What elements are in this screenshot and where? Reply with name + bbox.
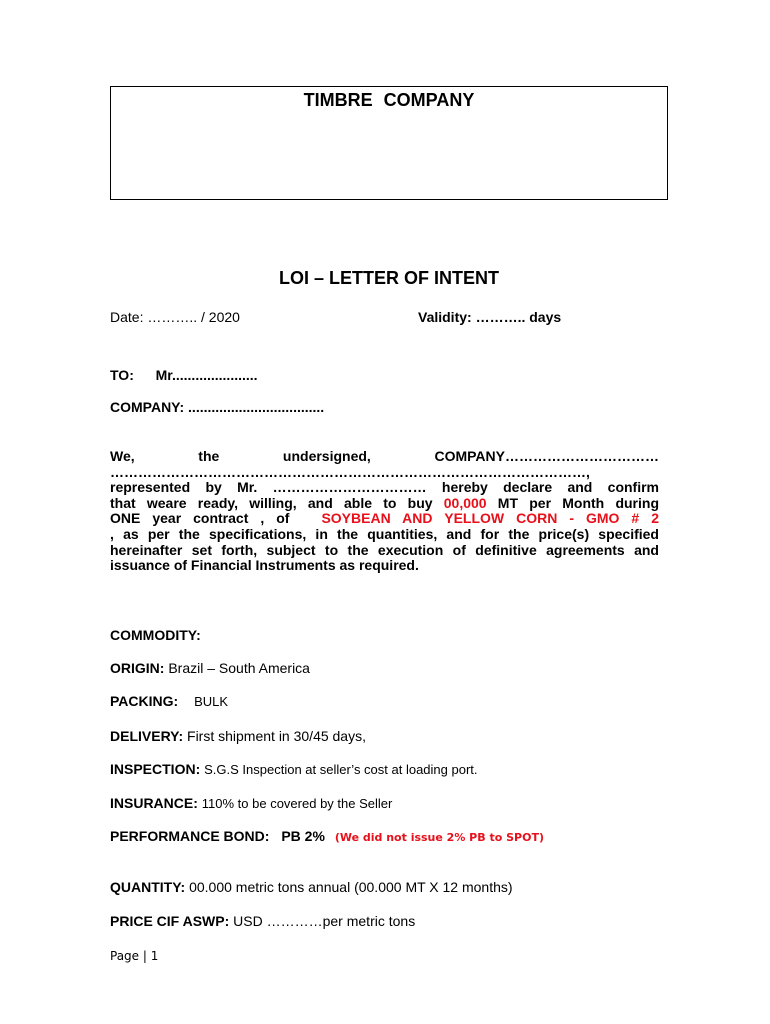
- paragraph-line-2: …………………………………………………………………………………………,: [110, 464, 590, 480]
- origin-line: [110, 660, 310, 676]
- page-footer: [110, 949, 158, 963]
- letterhead-box: [110, 86, 668, 200]
- price-label: PRICE CIF ASWP:: [110, 913, 230, 929]
- inspection-value: S.G.S Inspection at seller’s cost at loading port.: [204, 762, 478, 777]
- insurance-value: 110% to be covered by the Seller: [201, 796, 393, 811]
- paragraph-line-7: hereinafter set forth, subject to the execution of definitive agreements and: [110, 541, 659, 558]
- quantity-label: QUANTITY:: [110, 879, 186, 895]
- insurance-label: INSURANCE:: [110, 795, 198, 811]
- origin-label: ORIGIN:: [110, 660, 165, 676]
- validity-value: ……….. days: [475, 309, 562, 325]
- inspection-label: INSPECTION:: [110, 761, 201, 777]
- packing-line: [110, 693, 228, 709]
- quantity-value: 00.000 metric tons annual (00.000 MT X 12 months): [189, 879, 513, 895]
- quantity-highlight: 00,000: [443, 494, 487, 511]
- packing-value: BULK: [194, 694, 229, 709]
- quantity-line: [110, 879, 513, 895]
- company-line: [110, 399, 324, 415]
- commodity-label: COMMODITY:: [110, 627, 201, 643]
- inspection-line: [110, 761, 478, 777]
- commodity-highlight: SOYBEAN AND YELLOW CORN - GMO # 2: [321, 510, 659, 527]
- page-label: Page: [110, 949, 140, 963]
- date-value: ……….. / 2020: [147, 309, 240, 325]
- validity-line: [418, 309, 561, 325]
- date-label: Date:: [110, 309, 144, 325]
- company-value: ...................................: [188, 399, 325, 415]
- company-name: TIMBRE COMPANY: [303, 90, 475, 110]
- to-line: [110, 367, 258, 383]
- performance-bond-line: [110, 828, 544, 844]
- paragraph-line-3: represented by Mr. …………………………… hereby declare and confirm: [110, 479, 659, 496]
- paragraph-line-4: that weare ready, willing, and able to buy 00,000 MT per Month during: [110, 494, 659, 511]
- company-label: COMPANY:: [110, 399, 185, 415]
- to-label: TO:: [110, 367, 134, 383]
- delivery-label: DELIVERY:: [110, 728, 184, 744]
- delivery-line: [110, 728, 366, 744]
- origin-value: Brazil – South America: [168, 660, 310, 676]
- document-title: LOI – LETTER OF INTENT: [279, 268, 499, 288]
- page-separator: |: [142, 949, 147, 963]
- paragraph-line-6: , as per the specifications, in the quantities, and for the price(s) specified: [110, 525, 659, 542]
- to-value: Mr......................: [155, 367, 258, 383]
- performance-bond-note: (We did not issue 2% PB to SPOT): [334, 831, 544, 844]
- performance-bond-value: PB 2%: [281, 828, 325, 844]
- validity-label: Validity:: [418, 309, 472, 325]
- packing-label: PACKING:: [110, 693, 179, 709]
- paragraph-line-1: We, the undersigned, COMPANY……………………………: [110, 448, 659, 464]
- insurance-line: [110, 795, 392, 811]
- paragraph-line-8: issuance of Financial Instruments as required.: [110, 557, 419, 574]
- price-value: USD …………per metric tons: [233, 913, 416, 929]
- performance-bond-label: PERFORMANCE BOND:: [110, 828, 270, 844]
- delivery-value: First shipment in 30/45 days,: [187, 728, 366, 744]
- page-number: 1: [150, 949, 159, 963]
- intent-paragraph: [110, 449, 659, 574]
- price-line: [110, 913, 415, 929]
- paragraph-line-5: ONE year contract , of SOYBEAN AND YELLOW CORN - GMO # 2: [110, 510, 659, 527]
- date-line: [110, 309, 240, 325]
- commodity-line: [110, 627, 201, 643]
